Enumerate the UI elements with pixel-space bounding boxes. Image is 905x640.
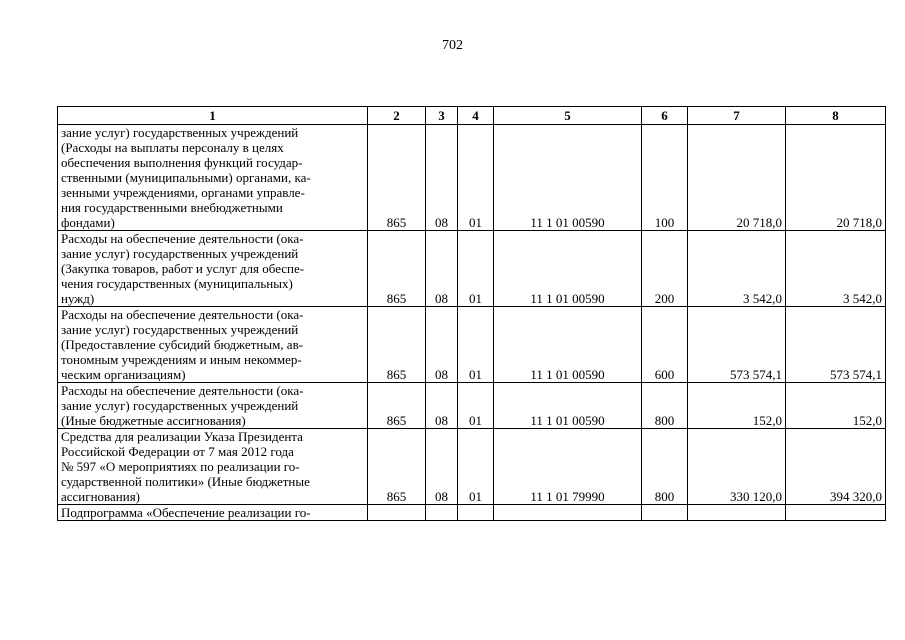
target-article-code: 11 1 01 00590 xyxy=(494,125,642,231)
row-description: Расходы на обеспечение деятельности (ока- зание услуг) государственных учреждений (Предоставление субсидий бюджетным, ав- тономным учреждениям и иным некоммер- ческим организациям) xyxy=(58,307,368,383)
expense-type-code: 800 xyxy=(642,429,688,505)
row-description: зание услуг) государственных учреждений (Расходы на выплаты персоналу в целях обеспечения выполнения функций государ- ственными (муниципальными) органами, ка- зенными учреждениями, органами управле- ния государственными внебюджетными фондами) xyxy=(58,125,368,231)
header-col-7: 7 xyxy=(688,107,786,125)
amount-col-7: 20 718,0 xyxy=(688,125,786,231)
subsection-code: 01 xyxy=(458,429,494,505)
amount-col-8: 573 574,1 xyxy=(786,307,886,383)
table-row xyxy=(58,125,886,231)
section-code: 08 xyxy=(426,429,458,505)
budget-table xyxy=(57,106,886,521)
expense-type-code xyxy=(642,505,688,521)
section-code: 08 xyxy=(426,383,458,429)
table-row xyxy=(58,383,886,429)
row-description: Подпрограмма «Обеспечение реализации го- xyxy=(58,505,368,521)
table-row xyxy=(58,505,886,521)
header-row xyxy=(58,107,886,125)
ministry-code: 865 xyxy=(368,125,426,231)
subsection-code: 01 xyxy=(458,231,494,307)
header-col-8: 8 xyxy=(786,107,886,125)
page-number: 702 xyxy=(442,38,463,53)
expense-type-code: 100 xyxy=(642,125,688,231)
section-code xyxy=(426,505,458,521)
amount-col-8 xyxy=(786,505,886,521)
target-article-code xyxy=(494,505,642,521)
expense-type-code: 800 xyxy=(642,383,688,429)
row-description: Расходы на обеспечение деятельности (ока- зание услуг) государственных учреждений (Иные бюджетные ассигнования) xyxy=(58,383,368,429)
subsection-code xyxy=(458,505,494,521)
amount-col-7: 3 542,0 xyxy=(688,231,786,307)
target-article-code: 11 1 01 00590 xyxy=(494,307,642,383)
table-row xyxy=(58,231,886,307)
amount-col-7 xyxy=(688,505,786,521)
amount-col-7: 152,0 xyxy=(688,383,786,429)
table-row xyxy=(58,429,886,505)
amount-col-7: 330 120,0 xyxy=(688,429,786,505)
section-code: 08 xyxy=(426,125,458,231)
ministry-code: 865 xyxy=(368,429,426,505)
section-code: 08 xyxy=(426,231,458,307)
expense-type-code: 200 xyxy=(642,231,688,307)
subsection-code: 01 xyxy=(458,307,494,383)
header-col-2: 2 xyxy=(368,107,426,125)
target-article-code: 11 1 01 79990 xyxy=(494,429,642,505)
header-col-5: 5 xyxy=(494,107,642,125)
header-col-4: 4 xyxy=(458,107,494,125)
amount-col-8: 20 718,0 xyxy=(786,125,886,231)
amount-col-7: 573 574,1 xyxy=(688,307,786,383)
ministry-code: 865 xyxy=(368,383,426,429)
header-col-3: 3 xyxy=(426,107,458,125)
expense-type-code: 600 xyxy=(642,307,688,383)
header-col-1: 1 xyxy=(58,107,368,125)
amount-col-8: 3 542,0 xyxy=(786,231,886,307)
target-article-code: 11 1 01 00590 xyxy=(494,231,642,307)
ministry-code: 865 xyxy=(368,231,426,307)
target-article-code: 11 1 01 00590 xyxy=(494,383,642,429)
ministry-code: 865 xyxy=(368,307,426,383)
ministry-code xyxy=(368,505,426,521)
header-col-6: 6 xyxy=(642,107,688,125)
amount-col-8: 152,0 xyxy=(786,383,886,429)
subsection-code: 01 xyxy=(458,125,494,231)
row-description: Расходы на обеспечение деятельности (ока- зание услуг) государственных учреждений (Закупка товаров, работ и услуг для обеспе- чения государственных (муниципальных) нужд) xyxy=(58,231,368,307)
section-code: 08 xyxy=(426,307,458,383)
row-description: Средства для реализации Указа Президента Российской Федерации от 7 мая 2012 года № 597 «О мероприятиях по реализации го- сударственной политики» (Иные бюджетные ассигнования) xyxy=(58,429,368,505)
amount-col-8: 394 320,0 xyxy=(786,429,886,505)
table-row xyxy=(58,307,886,383)
subsection-code: 01 xyxy=(458,383,494,429)
